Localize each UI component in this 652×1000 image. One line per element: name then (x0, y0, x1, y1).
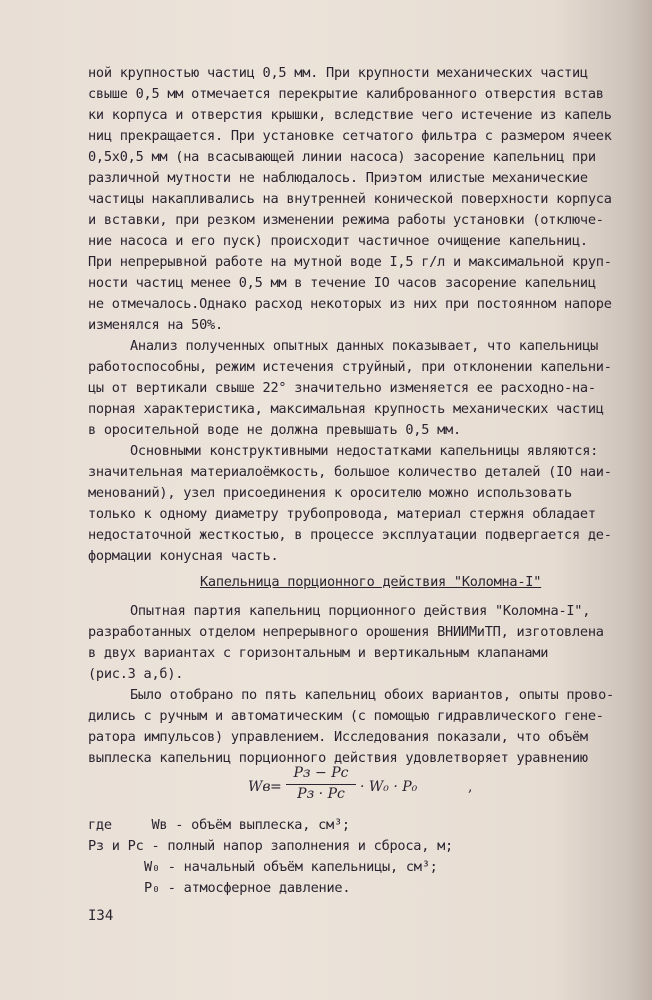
text-line: 0,5х0,5 мм (на всасывающей линии насоса) засорение капельниц при (88, 149, 596, 165)
formula-lhs: Wв (248, 779, 271, 795)
formula-comma: , (468, 779, 473, 795)
legend-line: Рз и Рс - полный напор заполнения и сброса, м; (88, 838, 453, 854)
text-line: формации конусная часть. (88, 548, 279, 564)
text-line: в оросительной воде не должна превышать 0,5 мм. (88, 422, 461, 438)
text-line: ниц прекращается. При установке сетчатого фильтра с размером ячеек (88, 128, 612, 144)
text-line: ности частиц менее 0,5 мм в течение IO часов засорение капельниц (88, 275, 596, 291)
page-number: I34 (88, 908, 114, 924)
text-line: При непрерывной работе на мутной воде I,5 г/л и максимальной круп- (88, 254, 612, 270)
text-line: разработанных отделом непрерывного орошения ВНИИМиТП, изготовлена (88, 624, 604, 640)
text-line: цы от вертикали свыше 22° значительно изменяется ее расходно-на- (88, 380, 596, 396)
formula-rest: · W₀ · Р₀ (360, 779, 418, 795)
text-line: частицы накапливались на внутренней конической поверхности корпуса (88, 191, 612, 207)
paragraph-first-line: Было отобрано по пять капельниц обоих вариантов, опыты прово- (130, 687, 614, 703)
legend-line: где Wв - объём выплеска, см³; (88, 817, 350, 833)
legend-line: W₀ - начальный объём капельницы, см³; (144, 859, 438, 875)
text-line: не отмечалось.Однако расход некоторых из них при постоянном напоре (88, 296, 612, 312)
paragraph-first-line: Основными конструктивными недостатками капельницы являются: (130, 443, 599, 459)
formula-equals: = (270, 779, 282, 795)
text-line: недостаточной жесткостью, в процессе эксплуатации подвергается де- (88, 527, 612, 543)
text-line: выплеска капельниц порционного действия удовлетворяет уравнению (88, 750, 588, 766)
text-line: ние насоса и его пуск) происходит частичное очищение капельниц. (88, 233, 588, 249)
fraction-bar (286, 784, 356, 785)
formula-numerator: Рз − Рс (293, 765, 349, 781)
text-line: значительная материалоёмкость, большое количество деталей (IO наи- (88, 464, 612, 480)
legend-line: Р₀ - атмосферное давление. (144, 880, 351, 896)
text-line: изменялся на 50%. (88, 317, 223, 333)
section-heading: Капельница порционного действия "Коломна-I" (200, 574, 542, 590)
text-line: (рис.3 а,б). (88, 666, 184, 682)
formula-denominator: Рз · Рс (297, 786, 345, 802)
text-line: ратора импульсов) управлением. Исследования показали, что объём (88, 729, 588, 745)
text-line: порная характеристика, максимальная крупность механических частиц (88, 401, 604, 417)
text-line: свыше 0,5 мм отмечается перекрытие калиброванного отверстия встав (88, 86, 604, 102)
paragraph-first-line: Опытная партия капельниц порционного действия "Коломна-I", (130, 603, 591, 619)
formula-fraction (286, 765, 356, 802)
text-line: только к одному диаметру трубопровода, материал стержня обладает (88, 506, 596, 522)
text-line: и вставки, при резком изменении режима работы установки (отключе- (88, 212, 604, 228)
text-line: ной крупностью частиц 0,5 мм. При крупности механических частиц (88, 65, 588, 81)
text-line: ки корпуса и отверстия крышки, вследствие чего истечение из капель (88, 107, 612, 123)
text-line: дились с ручным и автоматическим (с помощью гидравлического гене- (88, 708, 604, 724)
text-line: в двух вариантах с горизонтальным и вертикальным клапанами (88, 645, 549, 661)
paragraph-first-line: Анализ полученных опытных данных показывает, что капельницы (130, 338, 599, 354)
text-line: менований), узел присоединения к оросителю можно использовать (88, 485, 572, 501)
text-line: различной мутности не наблюдалось. Приэтом илистые механические (88, 170, 588, 186)
text-line: работоспособны, режим истечения струйный, при отклонении капельни- (88, 359, 612, 375)
